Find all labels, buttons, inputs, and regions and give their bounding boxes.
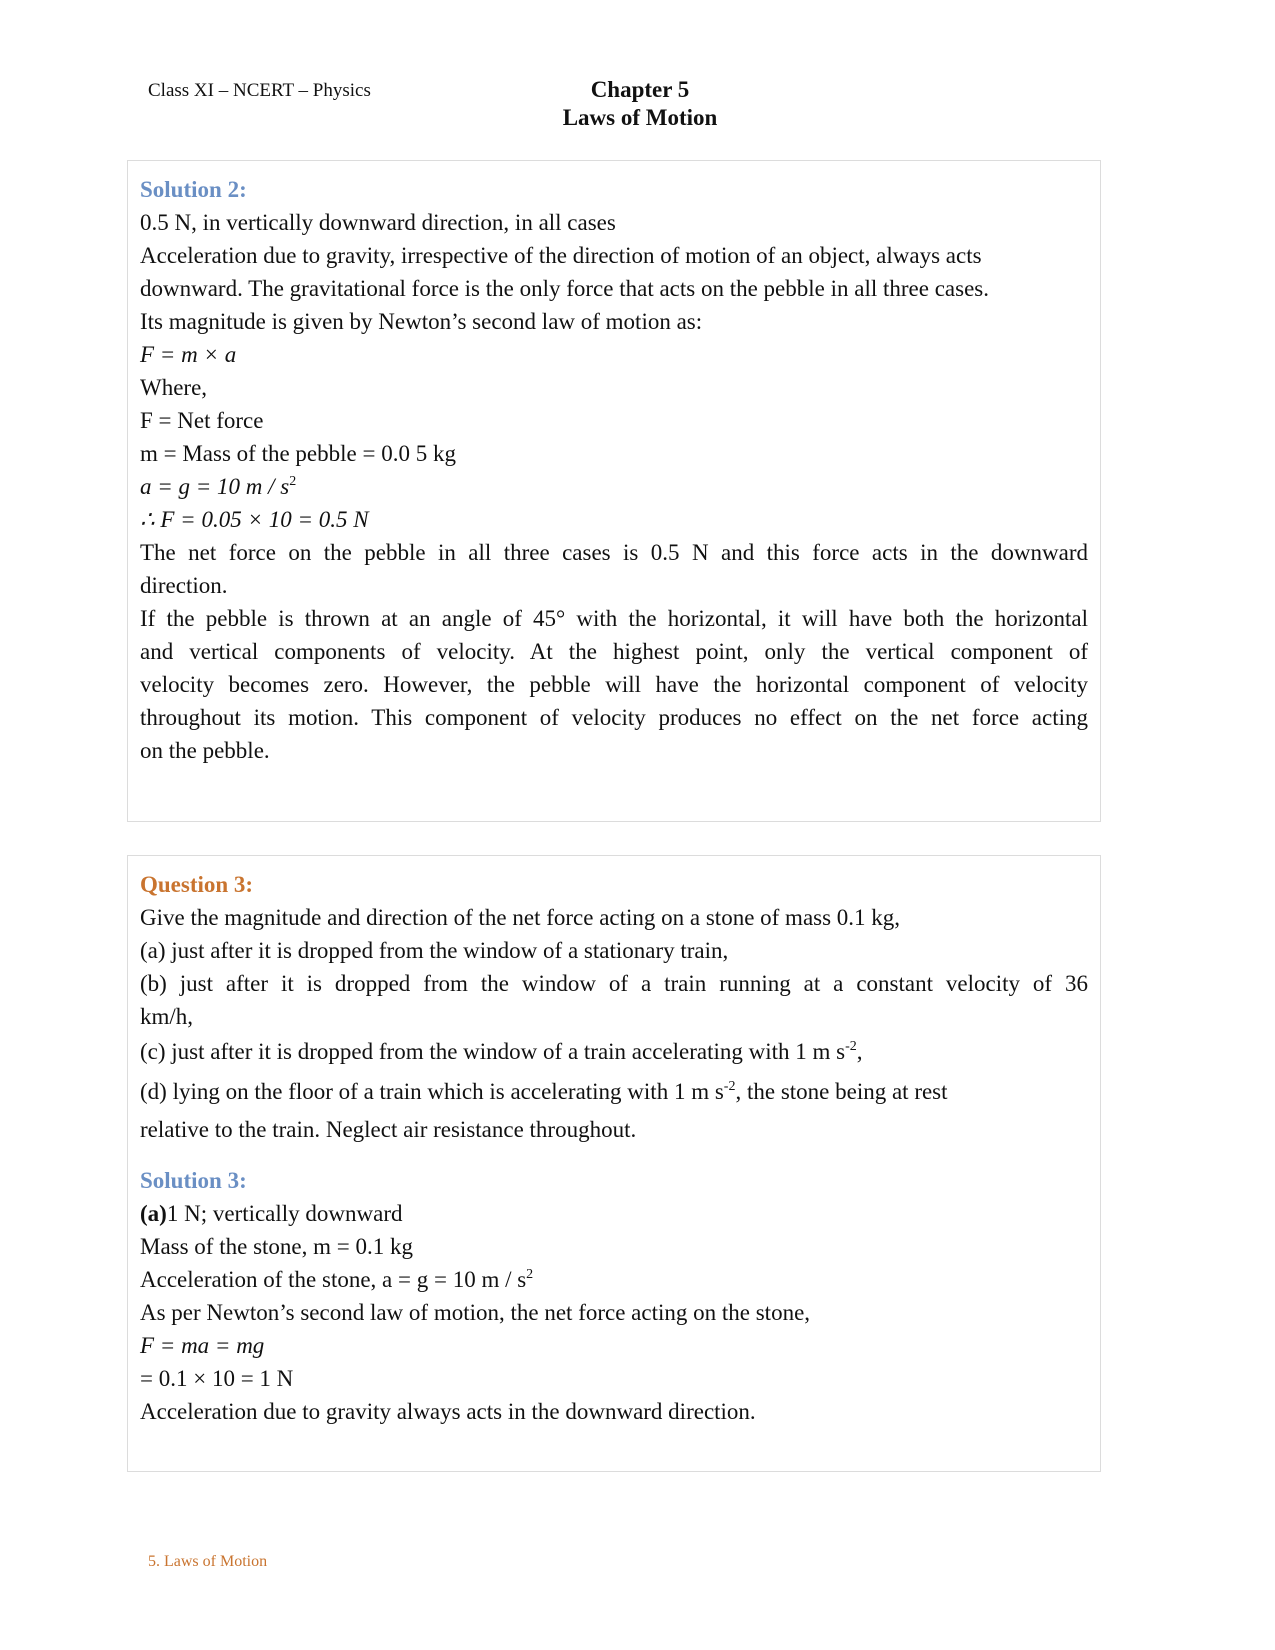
solution-2-text-line: The net force on the pebble in all three cases is 0.5 N and this force acts in the downward — [140, 540, 1088, 565]
solution-3-conclusion: Acceleration due to gravity always acts in the downward direction. — [140, 1399, 756, 1424]
solution-3-equation-1: F = ma = mg — [140, 1333, 265, 1358]
exponent: -2 — [723, 1079, 736, 1094]
question-3-part-d-text: (d) lying on the floor of a train which is accelerating with 1 m s — [140, 1079, 724, 1104]
footer-chapter: 5. Laws of Motion — [148, 1553, 268, 1570]
solution-3-part-a-text: 1 N; vertically downward — [166, 1201, 403, 1226]
solution-2-text-line: on the pebble. — [140, 738, 270, 763]
equation-result: ∴ F = 0.05 × 10 = 0.5 N — [140, 507, 369, 532]
exponent: -2 — [845, 1039, 857, 1054]
question-3-part-c-text: (c) just after it is dropped from the window of a train accelerating with 1 m s — [140, 1039, 846, 1064]
solution-3-part-a — [140, 1197, 1088, 1230]
question-3-part-c — [140, 1033, 1088, 1071]
chapter-number: Chapter 5 — [590, 77, 690, 102]
question-3-part-d-cont: relative to the train. Neglect air resistance throughout. — [140, 1117, 637, 1142]
solution-3-acceleration-text: Acceleration of the stone, a = g = 10 m / s — [140, 1267, 527, 1292]
solution-3-acceleration — [140, 1263, 1088, 1296]
question-3-part-d — [140, 1071, 1088, 1113]
definition-acceleration — [140, 470, 1088, 503]
solution-2-text-line: Its magnitude is given by Newton’s second law of motion as: — [140, 309, 703, 334]
solution-3-heading: Solution 3: — [140, 1168, 247, 1193]
equation-force: F = m × a — [140, 342, 237, 367]
question-3-part-b-cont: km/h, — [140, 1004, 194, 1029]
solution-2-box — [127, 160, 1101, 822]
question-3-part-a: (a) just after it is dropped from the window of a stationary train, — [140, 938, 729, 963]
question-3-box — [127, 855, 1101, 1472]
solution-3-equation-2: = 0.1 × 10 = 1 N — [140, 1366, 294, 1391]
question-3-heading: Question 3: — [140, 872, 254, 897]
solution-3-mass: Mass of the stone, m = 0.1 kg — [140, 1234, 413, 1259]
chapter-heading — [500, 76, 780, 132]
exponent: 2 — [526, 1267, 534, 1282]
solution-2-text-line: Acceleration due to gravity, irrespective of the direction of motion of an object, always acts — [140, 243, 982, 268]
chapter-title: Laws of Motion — [562, 105, 718, 130]
question-3-part-c-end: , — [856, 1039, 863, 1064]
solution-2-text-line: and vertical components of velocity. At the highest point, only the vertical component of — [140, 639, 1088, 664]
solution-2-text-line: If the pebble is thrown at an angle of 45° with the horizontal, it will have both the horizontal — [140, 606, 1088, 631]
question-3-intro: Give the magnitude and direction of the net force acting on a stone of mass 0.1 kg, — [140, 905, 901, 930]
definition-mass: m = Mass of the pebble = 0.0 5 kg — [140, 441, 456, 466]
solution-2-text-line: throughout its motion. This component of velocity produces no effect on the net force acting — [140, 705, 1088, 730]
header-course: Class XI – NCERT – Physics — [148, 80, 371, 101]
question-3-part-d-end: , the stone being at rest — [735, 1079, 948, 1104]
definition-force: F = Net force — [140, 408, 264, 433]
question-3-part-b: (b) just after it is dropped from the window of a train running at a constant velocity of 36 — [140, 971, 1088, 996]
exponent: 2 — [289, 474, 297, 489]
solution-3-part-a-label: (a) — [140, 1201, 167, 1226]
solution-2-answer: 0.5 N, in vertically downward direction, in all cases — [140, 210, 616, 235]
solution-2-text-line: downward. The gravitational force is the only force that acts on the pebble in all three cases. — [140, 276, 989, 301]
where-label: Where, — [140, 375, 208, 400]
solution-3-newton: As per Newton’s second law of motion, the net force acting on the stone, — [140, 1300, 811, 1325]
definition-acceleration-text: a = g = 10 m / s — [140, 474, 290, 499]
solution-2-text-line: direction. — [140, 573, 228, 598]
solution-2-heading: Solution 2: — [140, 177, 247, 202]
solution-2-text-line: velocity becomes zero. However, the pebble will have the horizontal component of velocity — [140, 672, 1088, 697]
